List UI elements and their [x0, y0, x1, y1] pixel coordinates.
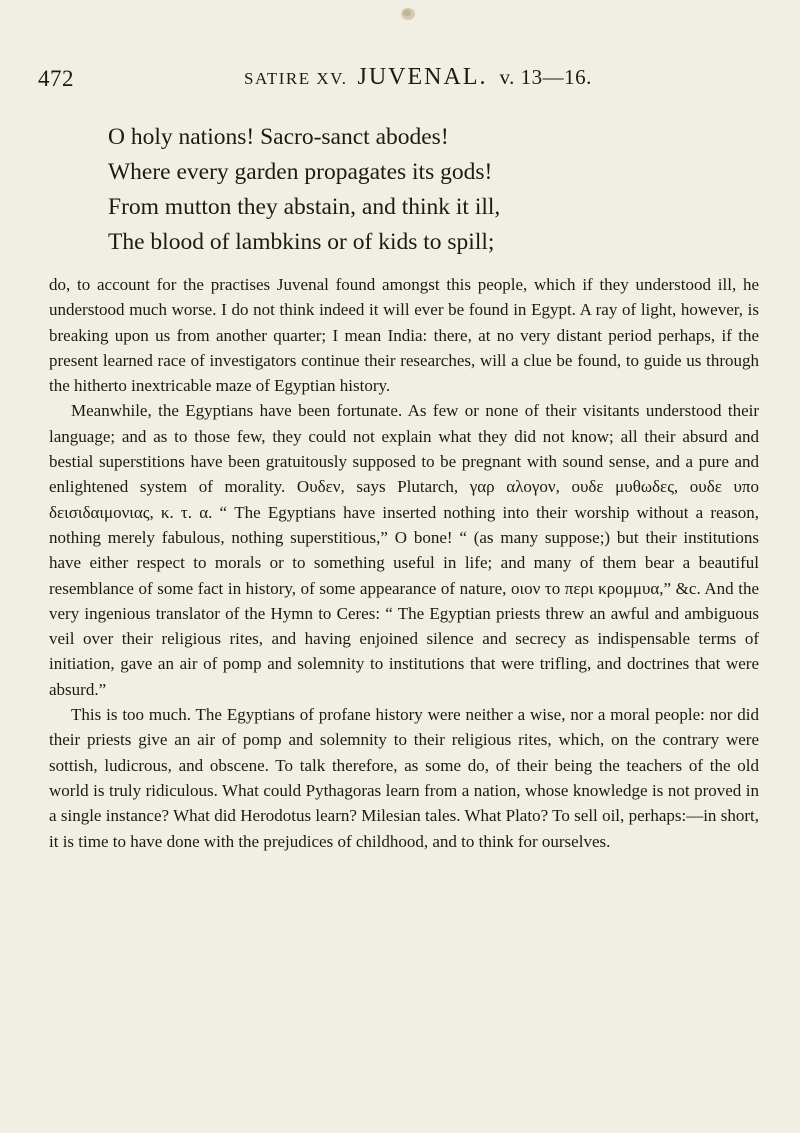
page-number: 472 — [38, 66, 74, 91]
paragraph: do, to account for the practises Juvenal found amongst this people, which if they understood ill, he understood much worse. I do not think indeed it will ever be found in Egypt. A ray of light, however, is breaking upon us from another quarter; I mean India: there, at no very distant period perhaps, if the present learned race of investigators continue their researches, will a clue be found, to guide us through the hitherto inextricable maze of Egyptian history. — [49, 275, 759, 396]
verse-quotation — [108, 120, 500, 260]
ink-blot-mark — [395, 6, 421, 22]
paragraph: Meanwhile, the Egyptians have been fortunate. As few or none of their visitants understood their language; and as to those few, they could not explain what they did not know; all their absurd and bestial superstitions have been gratuitously supposed to be pregnant with sound sense, and a pure and enlightened system of morality. Ουδεν, says Plutarch, γαρ αλογον, ουδε μυθωδες, ουδε υπο δεισιδαιμονιας, κ. τ. α. “ The Egyptians have inserted nothing into their worship without a reason, nothing merely fabulous, nothing superstitious,” O bone! “ (as many suppose;) but their institutions have either respect to morals or to something useful in life; and many of them bear a beautiful resemblance of some fact in history, of some appearance of nature, οιον το περι κρομμυα,” &c. And the very ingenious translator of the Hymn to Ceres: “ The Egyptian priests threw an awful and ambiguous veil over their religious rites, and having enjoined silence and secrecy as indispensable terms of initiation, gave an air of pomp and solemnity to institutions that were trifling, and doctrines that were absurd.” — [49, 401, 759, 699]
verse-line: From mutton they abstain, and think it ill, — [108, 194, 501, 220]
running-header — [38, 62, 762, 102]
verse-line: The blood of lambkins or of kids to spill; — [108, 229, 495, 255]
verse-line: O holy nations! Sacro-sanct abodes! — [108, 124, 449, 150]
author-name: JUVENAL. — [357, 64, 488, 90]
verse-line: Where every garden propagates its gods! — [108, 159, 493, 185]
running-title — [244, 64, 592, 91]
satire-label: SATIRE XV. — [244, 69, 348, 88]
paragraph: This is too much. The Egyptians of profane history were neither a wise, nor a moral people: nor did their priests give an air of pomp and solemnity to their religious rites, which, on the contrary were sottish, ludicrous, and obscene. To talk therefore, as some do, of their being the teachers of the old world is truly ridiculous. What could Pythagoras learn from a nation, whose knowledge is not proved in a single instance? What did Herodotus learn? Milesian tales. What Plato? To sell oil, perhaps:—in short, it is time to have done with the prejudices of childhood, and to think for ourselves. — [49, 705, 759, 851]
body-text — [49, 272, 759, 854]
verse-reference: v. 13—16. — [499, 65, 592, 89]
